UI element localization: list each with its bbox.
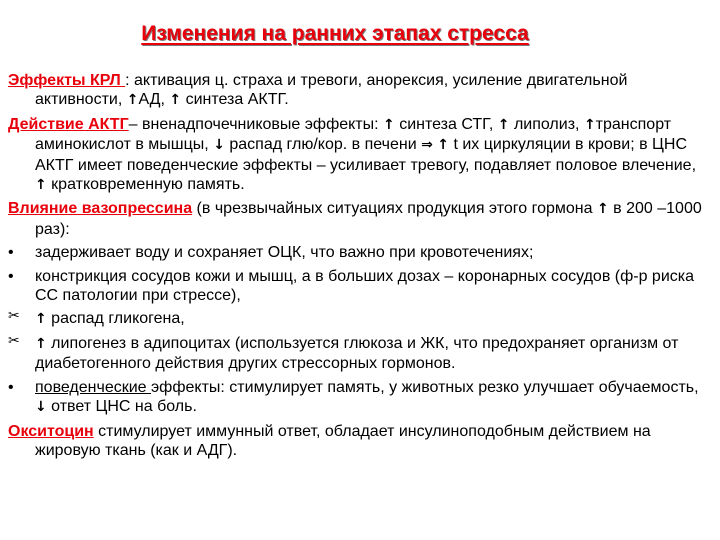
list-item [8, 243, 708, 262]
up-arrow-icon: ↑ [35, 177, 47, 194]
page-title: Изменения на ранних этапах стресса [141, 22, 529, 45]
text: распад гликогена, [46, 310, 185, 328]
text: синтеза СТГ, [394, 115, 498, 133]
implies-arrow-icon: ⇒ [421, 137, 433, 154]
scissors-icon: ✂ [8, 307, 20, 324]
up-arrow-icon: ↑ [596, 201, 609, 218]
text: эффекты: стимулирует память, у животных резко улучшает обучаемость, [151, 378, 699, 396]
down-arrow-icon: ↓ [35, 399, 47, 416]
paragraph-vasopressin [8, 199, 708, 239]
up-arrow-icon: ↑ [35, 335, 47, 352]
up-arrow-icon: ↑ [497, 116, 510, 133]
behavioral-label: поведенческие [35, 378, 152, 396]
text: транспорт аминокислот в мышцы, [35, 115, 672, 154]
oxytocin-heading: Окситоцин [8, 422, 94, 440]
text: АД, [138, 91, 170, 109]
paragraph-crh-effects [8, 71, 708, 111]
up-arrow-icon: ↑ [126, 92, 139, 109]
crh-heading: Эффекты КРЛ [8, 72, 126, 89]
scissors-icon: ✂ [8, 331, 20, 348]
bullet-icon: • [8, 267, 14, 285]
slide-body [8, 71, 708, 464]
up-arrow-icon: ↑ [583, 116, 596, 133]
text: – вненадпочечниковые эффекты: [128, 115, 384, 133]
list-item [8, 309, 708, 329]
text: (в чрезвычайных ситуациях продукция этого гормона [192, 200, 597, 218]
text: кратковременную память. [46, 176, 245, 194]
acth-heading: Действие АКТГ [8, 115, 129, 133]
text: распад глю/кор. в печени [224, 136, 422, 154]
text: констрикция сосудов кожи и мышц, а в больших дозах – коронарных сосудов (ф-р риска СС патологии при стрессе), [35, 267, 695, 305]
text: в 200 –1000 раз): [35, 200, 702, 238]
down-arrow-icon: ↓ [213, 137, 225, 154]
list-item [8, 331, 708, 374]
text: синтеза АКТГ. [181, 91, 289, 109]
up-arrow-icon: ↑ [437, 137, 449, 154]
text: стимулирует иммунный ответ, обладает инсулиноподобным действием на жировую ткань (как и АДГ). [35, 422, 651, 459]
text: липогенез в адипоцитах (используется глюкоза и ЖК, что предохраняет организм от диабетогенного действия других стрессорных гормонов. [35, 334, 679, 373]
text: липолиз, [509, 115, 584, 133]
vasopressin-heading: Влияние вазопрессина [8, 200, 193, 218]
paragraph-acth-action [8, 115, 708, 196]
text: задерживает воду и сохраняет ОЦК, что важно при кровотечениях; [35, 244, 534, 262]
up-arrow-icon: ↑ [383, 116, 395, 133]
bullet-icon: • [8, 378, 14, 396]
up-arrow-icon: ↑ [35, 311, 47, 328]
up-arrow-icon: ↑ [169, 92, 182, 109]
list-item [8, 378, 708, 418]
text: : активация ц. страха и тревоги, анорексия, усиление двигательной активности, [35, 72, 628, 109]
paragraph-oxytocin [8, 422, 708, 461]
list-item [8, 267, 708, 306]
bullet-icon: • [8, 244, 14, 262]
text: ответ ЦНС на боль. [46, 398, 197, 416]
text: t их циркуляции в крови; в ЦНС АКТГ имеет поведенческие эффекты – усиливает тревогу, подавляет половое влечение, [35, 136, 697, 174]
